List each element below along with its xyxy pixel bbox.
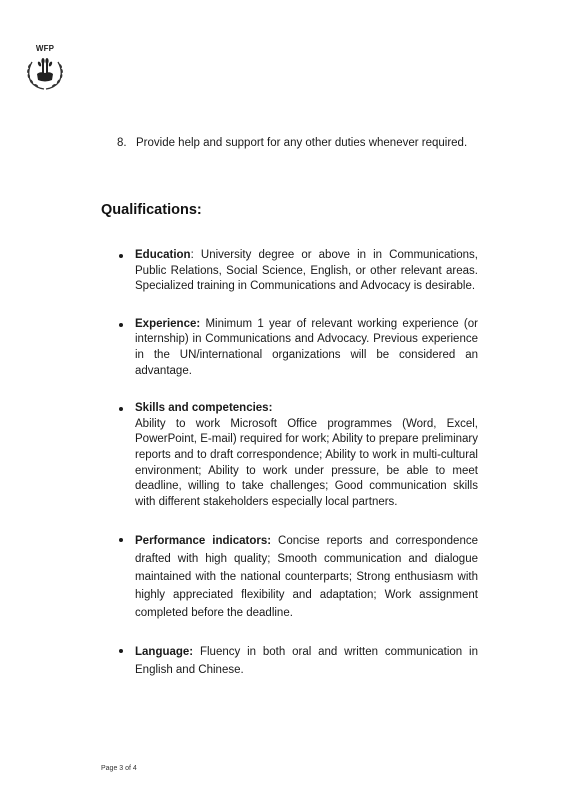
numbered-item: [117, 135, 478, 151]
bullet-heading: Skills and competencies:: [135, 402, 273, 415]
bullet-text: Concise reports and correspondence drafted with high quality; Smooth communication and dialogue maintained with the national counterparts; Strong enthusiasm with highly appreciated flexibility and adaptation; Work assignment completed before the deadline.: [135, 535, 478, 620]
list-item-performance: [116, 532, 478, 622]
wfp-logo: [22, 44, 68, 92]
bullet-separator: :: [190, 249, 194, 261]
bullet-heading: Education: [135, 249, 191, 261]
bullet-text: Minimum 1 year of relevant working experience (or internship) in Communications and Advocacy. Previous experience in the UN/international organizations will be considered an advantage.: [135, 317, 478, 377]
bullet-icon: [119, 538, 123, 542]
list-item-language: [116, 643, 478, 679]
bullet-icon: [119, 649, 123, 653]
bullet-text: Fluency in both oral and written communication in English and Chinese.: [135, 646, 478, 677]
bullet-text: Ability to work Microsoft Office programmes (Word, Excel, PowerPoint, E-mail) required for work; Ability to prepare preliminary reports and to draft correspondence; Ability to work in multi-cultural environment; Ability to work under pressure, be able to meet deadline, willing to take challenges; Good communication skills with different stakeholders especially local partners.: [135, 417, 478, 508]
bullet-text: University degree or above in in Communications, Public Relations, Social Science, English, or other relevant areas. Specialized training in Communications and Advocacy is desirable.: [135, 249, 478, 293]
bullet-icon: [119, 254, 123, 258]
bullet-heading: Performance indicators:: [135, 535, 272, 548]
wfp-logo-text: WFP: [35, 44, 55, 53]
item-number: 8.: [117, 137, 127, 149]
bullet-icon: [119, 407, 123, 411]
list-item-experience: [116, 317, 478, 379]
section-title: Qualifications:: [101, 202, 202, 218]
list-item-skills: [116, 401, 478, 510]
bullet-heading: Experience:: [135, 317, 201, 330]
page-number: Page 3 of 4: [101, 765, 137, 772]
item-text: Provide help and support for any other duties whenever required.: [136, 137, 468, 149]
list-item-education: [116, 248, 478, 295]
bullet-icon: [119, 323, 123, 327]
qualifications-list: [116, 248, 478, 679]
bullet-heading: Language:: [135, 646, 194, 659]
